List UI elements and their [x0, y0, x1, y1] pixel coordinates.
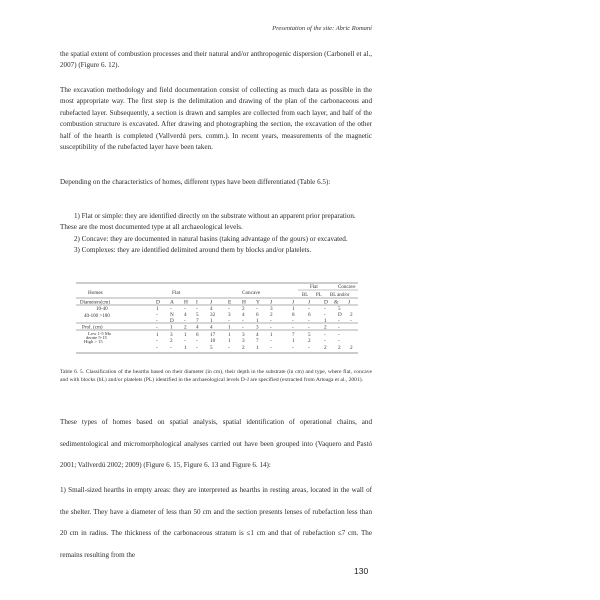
- running-title: Presentation of the site: Abric Romaní: [272, 25, 372, 32]
- table-cell: 5: [308, 332, 311, 338]
- table-cell: -: [196, 338, 198, 344]
- table-cell: -: [308, 324, 310, 331]
- type-list: [60, 211, 372, 257]
- column-letter: H: [184, 299, 188, 306]
- list-item-text: 2) Concave: they are documented in natural basins (taking advantage of the gours) or excavated.: [74, 234, 348, 243]
- column-letter: J: [348, 299, 351, 306]
- table-cell: -: [308, 306, 310, 312]
- table-cell: -: [156, 324, 158, 331]
- table-cell: 17: [210, 332, 216, 338]
- row-d1: 10-40: [96, 307, 108, 312]
- table-cell: -: [350, 318, 352, 324]
- row-diameters: Diameters(cm): [80, 300, 110, 306]
- paragraph-1: [60, 49, 372, 72]
- table-cell: 1: [256, 318, 259, 324]
- table-cell: 2: [170, 338, 173, 344]
- table-cell: -: [270, 345, 272, 351]
- table-cell: -: [242, 318, 244, 324]
- col-homes: Homes: [88, 290, 103, 296]
- table-cell: D: [338, 312, 342, 318]
- column-letters: [156, 300, 350, 306]
- table-cell: 2: [242, 306, 245, 312]
- row-d2: 40-100 >100: [84, 314, 110, 319]
- list-item-text: 1) Flat or simple: they are identified directly on the substrate without an apparent prior preparation. These are the most documented type at all archaeological levels.: [60, 212, 356, 232]
- table-cell: 4: [256, 332, 259, 338]
- table-cell: N: [170, 312, 174, 318]
- row-p2: derate 5-15: [86, 335, 107, 340]
- column-letter: D: [156, 299, 160, 306]
- col-flat-2: Flat: [310, 285, 318, 290]
- table-cell: -: [196, 345, 198, 351]
- list-item: [60, 211, 372, 234]
- table-cell: 1: [270, 332, 273, 338]
- paragraph-2: [60, 85, 372, 153]
- paragraph-text: Depending on the characteristics of homes, different types have been differentiated (Table 6.5):: [60, 178, 331, 186]
- table-cell: -: [324, 338, 326, 344]
- table-cell: 1: [228, 338, 231, 344]
- table-cell: 6: [308, 312, 311, 318]
- table-cell: 5: [196, 312, 199, 318]
- table-cell: 1: [184, 332, 187, 338]
- list-item: [60, 234, 372, 245]
- table-cell: -: [256, 306, 258, 312]
- paragraph-text: the spatial extent of combustion processes and their natural and/or anthropogenic dispersion (Carbonell et al., 2007) (Figure 6. 12).: [60, 50, 372, 70]
- table-cell: D: [170, 318, 174, 324]
- table-cell: 10: [210, 338, 216, 344]
- paragraph-text: The excavation methodology and field documentation consist of collecting as much data as possible in the most appropriate way. The first step is the delimitation and drawing of the plan of the carbonaceous and rubefacted layer. Subsequently, a section is drawn and samples are collected from each layer, and half of the combustion structure is excavated. After drawing and photographing the section, the excavation of the other half of the hearth is completed (Vallverdú pers. comm.). In recent years, measurements of the magnetic susceptibility of the rubefacted layer have been taken.: [60, 86, 372, 152]
- table-cell: 3: [256, 324, 259, 331]
- sub-bl: BL: [302, 293, 309, 298]
- table-cell: 4: [210, 306, 213, 312]
- table-cell: 3: [242, 338, 245, 344]
- table-cell: -: [338, 324, 340, 331]
- table-cell: -: [308, 345, 310, 351]
- column-letter: J: [270, 299, 273, 306]
- paragraph-3: [60, 177, 372, 188]
- row-p1: Low 1-5 Mo: [88, 331, 112, 336]
- table-cell: 6: [256, 312, 259, 318]
- table-cell: -: [324, 306, 326, 312]
- column-letter: Y: [256, 299, 260, 306]
- table-cell: -: [324, 312, 326, 318]
- col-concave: Concave: [242, 290, 261, 296]
- column-letter: J: [292, 299, 295, 306]
- table-cell: 4: [196, 324, 199, 331]
- table-cell: -: [292, 324, 294, 331]
- table-cell: -: [228, 318, 230, 324]
- table-cell: 4: [210, 324, 213, 331]
- table-cell: 2: [350, 312, 353, 318]
- table-cell: -: [292, 345, 294, 351]
- column-letter: &: [334, 299, 339, 306]
- table-cell: -: [156, 318, 158, 324]
- column-letter: A: [170, 299, 174, 306]
- table-cell: 1: [170, 324, 173, 331]
- table-cell: -: [184, 306, 186, 312]
- column-letter: E: [228, 299, 232, 306]
- table-cell: 1: [184, 345, 187, 351]
- table-cell: 7: [196, 318, 199, 324]
- column-letter: H: [242, 299, 246, 306]
- table-cell: 2: [308, 338, 311, 344]
- table-cell: -: [292, 318, 294, 324]
- table-cell: 32: [210, 312, 216, 318]
- table-caption: Table 6. 5. Classification of the hearths based on their diameter (in cm), their depth in the substrate (in cm) and type, where flat, concave and with blocks (bL) and/or platelets (PL) identified in the archaeological levels D-J are specified (extracted from Arteaga et al., 2001).: [60, 369, 372, 384]
- table-cell: 1: [324, 318, 327, 324]
- table-cell: 3: [228, 312, 231, 318]
- table-cell: 2: [242, 345, 245, 351]
- table-cell: 1: [210, 318, 213, 324]
- table-cell: -: [184, 338, 186, 344]
- row-p3: High > 15: [84, 339, 103, 344]
- table-cell: 5: [338, 306, 341, 312]
- table-cell: 3: [170, 332, 173, 338]
- table-cell: -: [156, 345, 158, 351]
- table-cell: 3: [242, 332, 245, 338]
- column-letter: J: [308, 299, 311, 306]
- table-cell: -: [270, 338, 272, 344]
- table-cell: 2: [338, 345, 341, 351]
- table-cell: 5: [210, 345, 213, 351]
- list-item-text: 3) Complexes: they are identified delimited around them by blocks and/or platelets.: [74, 246, 312, 255]
- row-prof: Prof. (cm): [82, 325, 103, 331]
- table-graphic: [76, 281, 358, 354]
- page-number: 130: [354, 566, 369, 576]
- table-cell: 2: [184, 324, 187, 331]
- table-cell: 1: [256, 345, 259, 351]
- table-cell: 7: [256, 338, 259, 344]
- col-concave-2: Concave: [338, 285, 356, 290]
- table-cell: -: [338, 318, 340, 324]
- paragraph-4: [60, 412, 372, 477]
- table-cell: 2: [324, 345, 327, 351]
- column-letter: I: [196, 299, 198, 306]
- table-cell: -: [308, 318, 310, 324]
- table-cell: -: [270, 318, 272, 324]
- hearth-classification-table: [76, 281, 358, 354]
- table-cell: 1: [228, 324, 231, 331]
- table-cell: -: [228, 306, 230, 312]
- list-item: [60, 245, 372, 256]
- sub-pl: PL: [316, 293, 322, 298]
- paragraph-5: [60, 480, 372, 566]
- table-cell: -: [156, 338, 158, 344]
- table-cell: -: [324, 332, 326, 338]
- table-cells: [156, 306, 353, 351]
- paragraph-text: These types of homes based on spatial analysis, spatial identification of operational chains, and sedimentological and micromorphological analyses carried out have been grouped into (Vaquero and Pastó 2001; Vallverdú 2002; 2009) (Figure 6. 15, Figure 6. 13 and Figure 6. 14):: [60, 418, 372, 470]
- table-cell: 2: [270, 312, 273, 318]
- table-cell: 8: [292, 312, 295, 318]
- table-cell: -: [338, 338, 340, 344]
- table-cell: 2: [324, 324, 327, 331]
- table-cell: -: [228, 345, 230, 351]
- table-cell: -: [184, 318, 186, 324]
- table-cell: -: [156, 312, 158, 318]
- table-cell: 4: [184, 312, 187, 318]
- table-cell: 3: [270, 306, 273, 312]
- table-cell: -: [170, 306, 172, 312]
- sub-bl-andor: BL and/or: [330, 293, 350, 298]
- table-cell: 2: [350, 345, 353, 351]
- table-cell: 1: [156, 332, 159, 338]
- table-cell: 7: [292, 332, 295, 338]
- table-cell: 1: [156, 306, 159, 312]
- table-cell: 4: [242, 312, 245, 318]
- table-cell: -: [270, 324, 272, 331]
- table-cell: 1: [292, 338, 295, 344]
- col-flat: Flat: [172, 290, 181, 296]
- table-cell: 6: [196, 332, 199, 338]
- paragraph-text: 1) Small-sized hearths in empty areas: they are interpreted as hearths in resting areas, located in the wall of the shelter. They have a diameter of less than 50 cm and the section presents lenses of rubefaction less than 20 cm in radius. The thickness of the carbonaceous stratum is ≤1 cm and that of rubefaction ≤7 cm. The remains resulting from the: [60, 486, 372, 559]
- column-letter: J: [210, 299, 213, 306]
- table-cell: -: [170, 345, 172, 351]
- table-cell: 1: [228, 332, 231, 338]
- table-cell: -: [338, 332, 340, 338]
- table-cell: -: [196, 306, 198, 312]
- table-cell: 1: [292, 306, 295, 312]
- table-cell: -: [242, 324, 244, 331]
- column-letter: D: [324, 299, 328, 306]
